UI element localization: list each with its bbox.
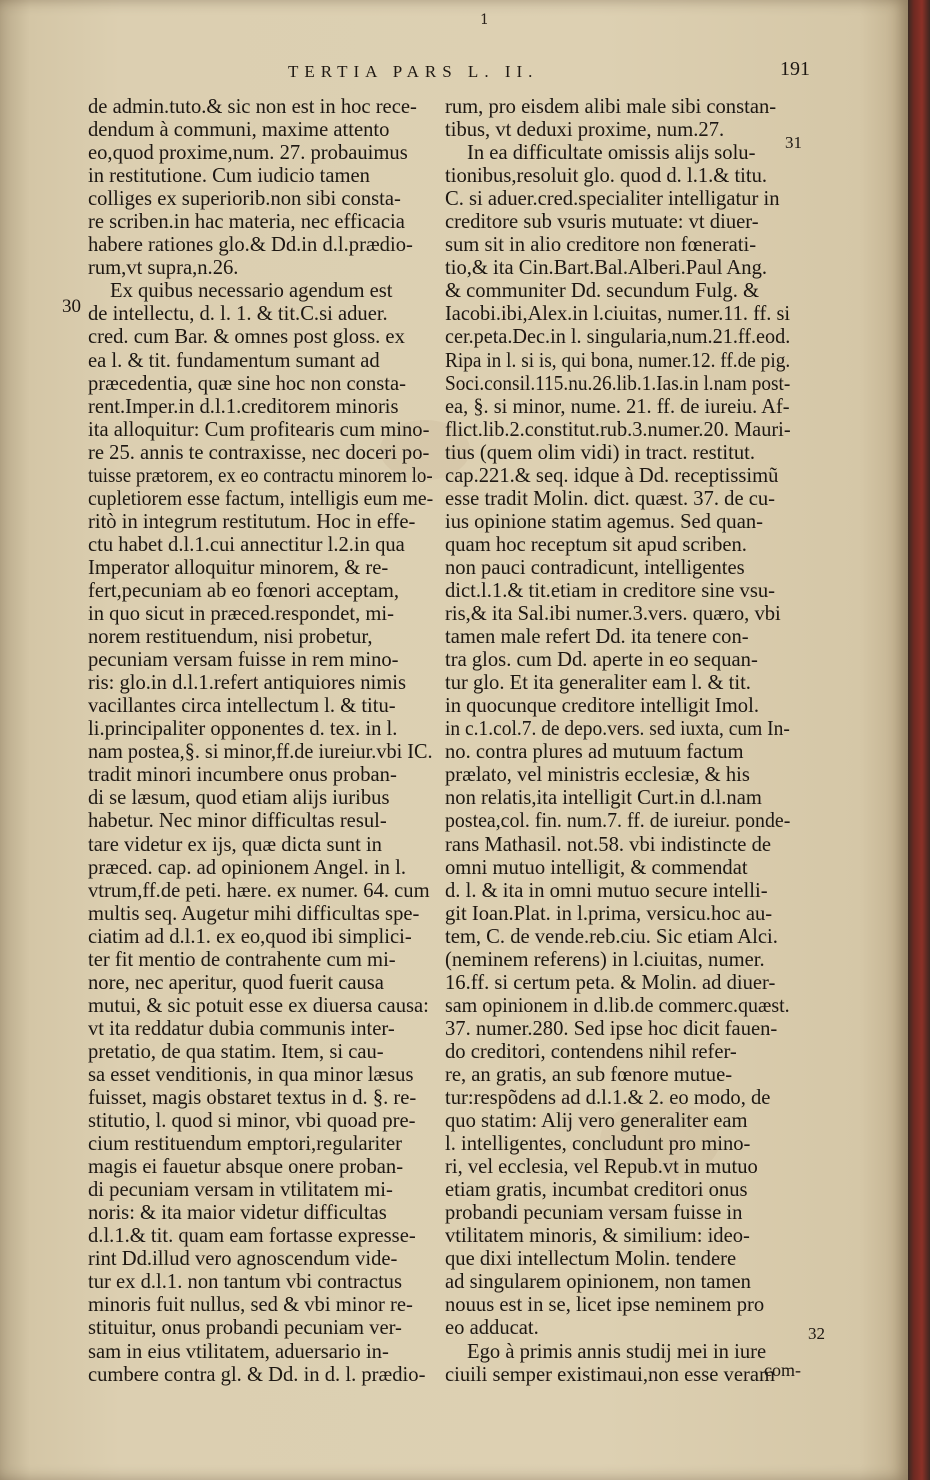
text-line: sum sit in alio creditore non fœnerati- — [445, 234, 757, 257]
left-text-column — [88, 96, 433, 1387]
text-line: Soci.consil.115.nu.26.lib.1.Ias.in l.nam post- — [445, 372, 791, 395]
text-line: nam postea,§. si minor,ff.de iureiur.vbi IC. — [88, 741, 433, 764]
text-line: ciuili semper existimaui,non esse veram — [445, 1363, 775, 1386]
text-line: tare videtur ex ijs, quæ dicta sunt in — [88, 833, 382, 856]
text-line: dendum à communi, maxime attento — [88, 119, 390, 142]
text-line: di se læsum, quod etiam alijs iuribus — [88, 787, 390, 810]
text-line: li.principaliter opponentes d. tex. in l. — [88, 718, 398, 741]
text-line: tra glos. cum Dd. aperte in eo sequan- — [445, 649, 758, 672]
text-line: etiam gratis, incumbat creditori onus — [445, 1179, 748, 1202]
text-line: in quocunque creditore intelligit Imol. — [445, 695, 759, 718]
text-line: no. contra plures ad mutuum factum — [445, 741, 744, 764]
text-line: mutui, & sic potuit esse ex diuersa causa: — [88, 994, 429, 1017]
text-line: vtrum,ff.de peti. hære. ex numer. 64. cum — [88, 879, 430, 902]
right-text-column — [445, 96, 790, 1387]
text-line: stitutio, l. quod si minor, vbi quoad pre- — [88, 1110, 416, 1133]
text-line: In ea difficultate omissis alijs solu- — [467, 142, 756, 165]
text-line: ciatim ad d.l.1. ex eo,quod ibi simplici- — [88, 925, 412, 948]
text-line: tius (quem olim vidi) in tract. restitut. — [445, 441, 756, 464]
text-line: creditore sub vsuris mutuate: vt diuer- — [445, 211, 759, 234]
text-line: di pecuniam versam in vtilitatem mi- — [88, 1179, 393, 1202]
text-line: ius opinione statim agemus. Sed quan- — [445, 510, 764, 533]
page-number: 191 — [780, 58, 810, 80]
text-line: tur:respõdens ad d.l.1.& 2. eo modo, de — [445, 1087, 771, 1110]
text-line: git Ioan.Plat. in l.prima, versicu.hoc au- — [445, 902, 773, 925]
text-line: probandi pecuniam versam fuisse in — [445, 1202, 743, 1225]
text-line: quam hoc receptum sit apud scriben. — [445, 533, 747, 556]
text-line: tradit minori incumbere onus proban- — [88, 764, 397, 787]
running-title: TERTIA PARS L. II. — [288, 62, 539, 81]
text-line: re scriben.in hac materia, nec efficacia — [88, 211, 405, 234]
text-line: nore, nec aperitur, quod fuerit causa — [88, 971, 384, 994]
text-line: fuisset, magis obstaret textus in d. §. re- — [88, 1087, 417, 1110]
text-line: vacillantes circa intellectum l. & titu- — [88, 695, 396, 718]
text-line: nouus est in se, licet ipse neminem pro — [445, 1294, 765, 1317]
text-line: habetur. Nec minor difficultas resul- — [88, 810, 387, 833]
text-line: rent.Imper.in d.l.1.creditorem minoris — [88, 395, 399, 418]
text-line: ritò in integrum restitutum. Hoc in effe- — [88, 510, 416, 533]
text-line: sam opinionem in d.lib.de commerc.quæst. — [445, 994, 790, 1017]
text-line: vt ita reddatur dubia communis inter- — [88, 1017, 395, 1040]
margin-number-32: 32 — [808, 1324, 825, 1343]
text-line: in quo sicut in præced.respondet, mi- — [88, 603, 394, 626]
text-line: C. si aduer.cred.specialiter intelligatur in — [445, 188, 780, 211]
text-line: tio,& ita Cin.Bart.Bal.Alberi.Paul Ang. — [445, 257, 768, 280]
text-line: 37. numer.280. Sed ipse hoc dicit fauen- — [445, 1017, 778, 1040]
text-line: omni mutuo intelligit, & commendat — [445, 856, 748, 879]
text-line: cap.221.& seq. idque à Dd. receptissimũ — [445, 464, 779, 487]
text-line: non pauci contradicunt, intelligentes — [445, 556, 745, 579]
text-line: cium restituendum emptori,regulariter — [88, 1133, 402, 1156]
text-line: dict.l.1.& tit.etiam in creditore sine vsu- — [445, 579, 775, 602]
text-line: colliges ex superiorib.non sibi consta- — [88, 188, 401, 211]
text-line: re, an gratis, an sub fœnore mutue- — [445, 1063, 733, 1086]
text-line: tur ex d.l.1. non tantum vbi contractus — [88, 1271, 402, 1294]
text-line: fert,pecuniam ab eo fœnori acceptam, — [88, 579, 400, 602]
text-line: que dixi intellectum Molin. tendere — [445, 1248, 737, 1271]
text-line: d.l.1.& tit. quam eam fortasse expresse- — [88, 1225, 416, 1248]
text-line: Ego à primis annis studij mei in iure — [467, 1340, 767, 1363]
text-line: rint Dd.illud vero agnoscendum vide- — [88, 1248, 398, 1271]
margin-number-30: 30 — [62, 296, 81, 317]
text-line: ris,& ita Sal.ibi numer.3.vers. quæro, vbi — [445, 603, 781, 626]
text-line: cer.peta.Dec.in l. singularia,num.21.ff.eod. — [445, 326, 791, 349]
text-line: Iacobi.ibi,Alex.in l.ciuitas, numer.11. ff. si — [445, 303, 791, 326]
text-line: pecuniam versam fuisse in rem mino- — [88, 649, 399, 672]
text-line: quo statim: Alij vero generaliter eam — [445, 1110, 748, 1133]
text-line: esse tradit Molin. dict. quæst. 37. de cu- — [445, 487, 776, 510]
text-line: ea, §. si minor, nume. 21. ff. de iureiu. Af- — [445, 395, 790, 418]
text-line: cupletiorem esse factum, intelligis eum me- — [88, 487, 434, 510]
text-line: non relatis,ita intelligit Curt.in d.l.nam — [445, 787, 762, 810]
text-line: sa esset venditionis, in qua minor læsus — [88, 1063, 414, 1086]
text-line: in restitutione. Cum iudicio tamen — [88, 165, 370, 188]
text-line: ad singularem opinionem, non tamen — [445, 1271, 751, 1294]
text-line: (neminem referens) in l.ciuitas, numer. — [445, 948, 765, 971]
text-line: ri, vel ecclesia, vel Repub.vt in mutuo — [445, 1156, 758, 1179]
text-line: minoris fuit nullus, sed & vbi minor re- — [88, 1294, 413, 1317]
text-line: de admin.tuto.& sic non est in hoc rece- — [88, 96, 417, 118]
text-line: sam in eius vtilitatem, aduersario in- — [88, 1340, 389, 1363]
text-line: & communiter Dd. secundum Fulg. & — [445, 280, 760, 303]
text-line: tibus, vt deduxi proxime, num.27. — [445, 119, 725, 142]
text-line: rum, pro eisdem alibi male sibi constan- — [445, 96, 777, 118]
text-line: d. l. & ita in omni mutuo secure intelli- — [445, 879, 768, 902]
margin-number-31: 31 — [785, 133, 802, 152]
text-line: cumbere contra gl. & Dd. in d. l. prædio- — [88, 1363, 426, 1386]
text-line: Ex quibus necessario agendum est — [110, 280, 393, 303]
text-line: do creditori, contendens nihil refer- — [445, 1040, 737, 1063]
text-line: re 25. annis te contraxisse, nec doceri po- — [88, 441, 430, 464]
text-line: tem, C. de vende.reb.ciu. Sic etiam Alci. — [445, 925, 778, 948]
text-line: rum,vt supra,n.26. — [88, 257, 239, 280]
text-line: ea l. & tit. fundamentum sumant ad — [88, 349, 380, 372]
text-line: præced. cap. ad opinionem Angel. in l. — [88, 856, 406, 879]
text-line: Imperator alloquitur minorem, & re- — [88, 556, 389, 579]
text-line: eo adducat. — [445, 1317, 539, 1340]
text-line: magis ei fauetur absque onere proban- — [88, 1156, 404, 1179]
text-line: l. intelligentes, concludunt pro mino- — [445, 1133, 751, 1156]
text-line: præcedentia, quæ sine hoc non consta- — [88, 372, 406, 395]
text-line: tamen male refert Dd. ita tenere con- — [445, 626, 749, 649]
text-line: tur glo. Et ita generaliter eam l. & tit. — [445, 672, 751, 695]
text-line: ris: glo.in d.l.1.refert antiquiores nimis — [88, 672, 407, 695]
text-line: norem restituendum, nisi probetur, — [88, 626, 373, 649]
text-line: vtilitatem minoris, & similium: ideo- — [445, 1225, 750, 1248]
text-line: rans Mathasil. not.58. vbi indistincte de — [445, 833, 772, 856]
text-line: tuisse prætorem, ex eo contractu minorem lo- — [88, 464, 433, 487]
catchword: com- — [764, 1360, 801, 1380]
text-line: eo,quod proxime,num. 27. probauimus — [88, 142, 408, 165]
text-line: stituitur, onus probandi pecuniam ver- — [88, 1317, 402, 1340]
text-line: in c.1.col.7. de depo.vers. sed iuxta, cum In- — [445, 718, 790, 741]
text-line: de intellectu, d. l. 1. & tit.C.si aduer. — [88, 303, 388, 326]
text-line: multis seq. Augetur mihi difficultas spe- — [88, 902, 420, 925]
top-mark: 1 — [480, 12, 489, 28]
text-line: prælato, vel ministris ecclesiæ, & his — [445, 764, 750, 787]
text-line: habere rationes glo.& Dd.in d.l.prædio- — [88, 234, 413, 257]
text-line: noris: & ita maior videtur difficultas — [88, 1202, 387, 1225]
text-line: Ripa in l. si is, qui bona, numer.12. ff.de pig. — [445, 349, 791, 372]
text-line: 16.ff. si certum peta. & Molin. ad diuer- — [445, 971, 776, 994]
page-header — [90, 58, 810, 88]
text-line: ita alloquitur: Cum profitearis cum mino- — [88, 418, 430, 441]
text-line: flict.lib.2.constitut.rub.3.numer.20. Mauri- — [445, 418, 791, 441]
text-line: ctu habet d.l.1.cui annectitur l.2.in qua — [88, 533, 405, 556]
text-line: postea,col. fin. num.7. ff. de iureiur. ponde- — [445, 810, 791, 833]
text-line: cred. cum Bar. & omnes post gloss. ex — [88, 326, 405, 349]
text-line: tionibus,resoluit glo. quod d. l.1.& titu. — [445, 165, 768, 188]
text-line: ter fit mentio de contrahente cum mi- — [88, 948, 396, 971]
text-line: pretatio, de qua statim. Item, si cau- — [88, 1040, 384, 1063]
book-edge — [908, 0, 930, 1480]
